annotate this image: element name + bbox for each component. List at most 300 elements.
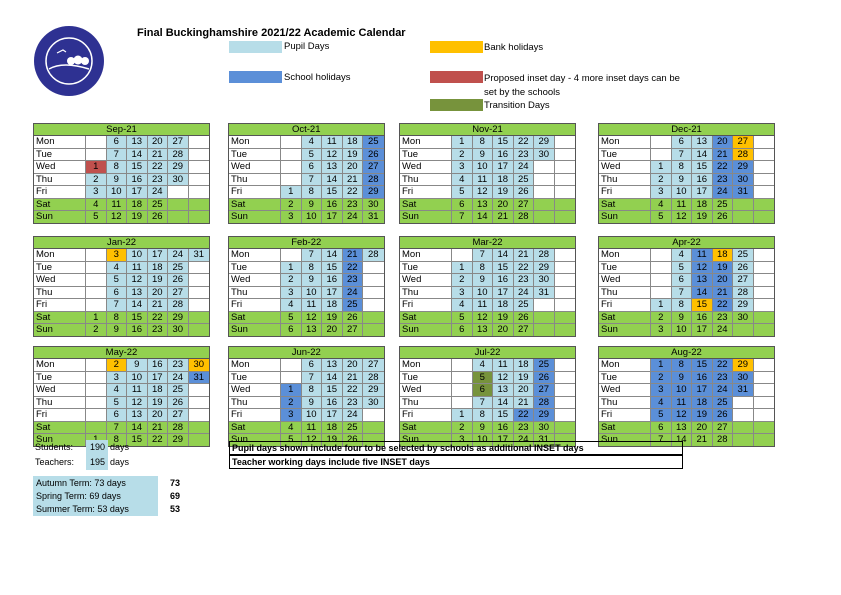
date-cell — [189, 199, 210, 211]
date-cell: 8 — [107, 434, 128, 446]
date-cell — [754, 186, 775, 198]
date-cell: 18 — [343, 136, 364, 148]
date-cell: 21 — [514, 397, 535, 409]
date-cell: 2 — [651, 312, 672, 324]
date-cell: 26 — [713, 409, 734, 421]
weekday-row-sun — [34, 211, 209, 223]
date-cell: 12 — [127, 274, 148, 286]
term-autumn-value: 73 — [170, 478, 181, 488]
weekday-label: Mon — [229, 249, 281, 261]
date-cell: 1 — [651, 359, 672, 371]
weekday-label: Thu — [400, 287, 452, 299]
date-cell: 9 — [127, 359, 148, 371]
date-cell: 20 — [692, 422, 713, 434]
weekday-label: Fri — [229, 186, 281, 198]
date-cell: 28 — [733, 149, 754, 161]
date-cell: 1 — [281, 384, 302, 396]
date-cell: 20 — [713, 274, 734, 286]
weekday-label: Wed — [599, 274, 651, 286]
date-cell: 13 — [672, 422, 693, 434]
date-cell — [281, 359, 302, 371]
weekday-label: Wed — [229, 384, 281, 396]
date-cell: 4 — [672, 249, 693, 261]
date-cell: 1 — [651, 299, 672, 311]
date-cell — [86, 262, 107, 274]
date-cell: 9 — [672, 312, 693, 324]
date-cell: 29 — [534, 262, 555, 274]
date-cell — [555, 422, 576, 434]
date-cell: 15 — [127, 312, 148, 324]
date-cell — [651, 274, 672, 286]
date-cell: 12 — [322, 149, 343, 161]
weekday-row-mon — [599, 359, 774, 372]
weekday-row-mon — [34, 249, 209, 262]
date-cell — [754, 384, 775, 396]
weekday-row-wed — [34, 274, 209, 287]
date-cell: 23 — [148, 174, 169, 186]
date-cell: 25 — [148, 199, 169, 211]
month-title: Feb-22 — [229, 237, 384, 249]
date-cell: 8 — [302, 384, 323, 396]
date-cell — [363, 262, 384, 274]
weekday-label: Mon — [599, 136, 651, 148]
date-cell — [555, 186, 576, 198]
date-cell: 9 — [672, 372, 693, 384]
date-cell: 22 — [148, 161, 169, 173]
date-cell: 8 — [302, 186, 323, 198]
weekday-label: Mon — [34, 359, 86, 371]
date-cell: 14 — [127, 422, 148, 434]
weekday-label: Thu — [229, 397, 281, 409]
weekday-label: Tue — [599, 262, 651, 274]
date-cell: 31 — [534, 434, 555, 446]
date-cell: 3 — [452, 161, 473, 173]
weekday-label: Tue — [599, 372, 651, 384]
date-cell — [189, 174, 210, 186]
date-cell: 30 — [168, 324, 189, 336]
date-cell: 26 — [363, 149, 384, 161]
weekday-label: Sun — [599, 324, 651, 336]
weekday-label: Tue — [229, 149, 281, 161]
date-cell: 8 — [473, 136, 494, 148]
date-cell: 19 — [343, 149, 364, 161]
date-cell: 29 — [168, 434, 189, 446]
date-cell: 13 — [473, 324, 494, 336]
weekday-label: Mon — [599, 359, 651, 371]
date-cell: 5 — [672, 262, 693, 274]
date-cell: 28 — [168, 422, 189, 434]
weekday-row-tue — [34, 372, 209, 385]
weekday-label: Sun — [229, 324, 281, 336]
weekday-row-mon — [400, 249, 575, 262]
date-cell: 11 — [692, 249, 713, 261]
date-cell: 1 — [281, 186, 302, 198]
date-cell — [189, 299, 210, 311]
date-cell — [754, 299, 775, 311]
weekday-label: Sun — [400, 434, 452, 446]
date-cell: 14 — [127, 299, 148, 311]
date-cell: 23 — [343, 397, 364, 409]
date-cell — [189, 149, 210, 161]
weekday-label: Sat — [400, 312, 452, 324]
weekday-label: Sun — [229, 434, 281, 446]
weekday-label: Mon — [34, 136, 86, 148]
weekday-row-sat — [599, 422, 774, 435]
date-cell — [555, 262, 576, 274]
date-cell: 2 — [281, 274, 302, 286]
date-cell — [189, 161, 210, 173]
date-cell: 27 — [363, 359, 384, 371]
date-cell: 13 — [493, 384, 514, 396]
date-cell — [86, 299, 107, 311]
weekday-label: Fri — [599, 299, 651, 311]
date-cell: 24 — [713, 384, 734, 396]
date-cell: 30 — [733, 174, 754, 186]
weekday-row-fri — [599, 409, 774, 422]
date-cell: 2 — [107, 359, 128, 371]
date-cell: 1 — [86, 161, 107, 173]
date-cell: 9 — [302, 199, 323, 211]
weekday-row-mon — [34, 359, 209, 372]
date-cell — [651, 262, 672, 274]
date-cell: 9 — [672, 174, 693, 186]
date-cell: 20 — [514, 384, 535, 396]
date-cell — [189, 409, 210, 421]
weekday-label: Fri — [400, 409, 452, 421]
date-cell: 26 — [168, 397, 189, 409]
date-cell — [86, 287, 107, 299]
date-cell: 22 — [514, 262, 535, 274]
date-cell: 13 — [473, 199, 494, 211]
date-cell — [363, 287, 384, 299]
weekday-row-thu — [599, 174, 774, 187]
legend-transition: Transition Days — [484, 100, 550, 111]
date-cell: 6 — [672, 136, 693, 148]
date-cell: 6 — [107, 287, 128, 299]
date-cell — [281, 161, 302, 173]
date-cell — [86, 136, 107, 148]
date-cell — [555, 312, 576, 324]
weekday-label: Thu — [34, 287, 86, 299]
date-cell: 21 — [493, 211, 514, 223]
legend-inset-line2: set by the schools — [484, 87, 561, 98]
weekday-row-sun — [34, 324, 209, 336]
date-cell: 24 — [514, 161, 535, 173]
weekday-row-sun — [599, 211, 774, 223]
date-cell: 3 — [281, 211, 302, 223]
date-cell: 28 — [363, 372, 384, 384]
date-cell: 10 — [107, 186, 128, 198]
date-cell: 14 — [672, 434, 693, 446]
date-cell — [754, 199, 775, 211]
date-cell: 3 — [281, 409, 302, 421]
date-cell: 19 — [322, 434, 343, 446]
month-title: Apr-22 — [599, 237, 774, 249]
weekday-label: Fri — [400, 299, 452, 311]
date-cell: 10 — [473, 434, 494, 446]
date-cell: 19 — [713, 262, 734, 274]
date-cell: 16 — [127, 174, 148, 186]
date-cell: 31 — [189, 372, 210, 384]
weekday-row-thu — [229, 287, 384, 300]
weekday-row-mon — [599, 136, 774, 149]
weekday-row-mon — [229, 249, 384, 262]
term-autumn-label: Autumn Term: 73 days — [36, 478, 126, 488]
date-cell: 18 — [692, 199, 713, 211]
weekday-label: Fri — [34, 409, 86, 421]
date-cell: 27 — [168, 409, 189, 421]
weekday-row-wed — [229, 161, 384, 174]
weekday-label: Fri — [229, 299, 281, 311]
teachers-value: 195 — [90, 457, 106, 467]
date-cell — [168, 199, 189, 211]
date-cell — [363, 409, 384, 421]
date-cell: 7 — [107, 299, 128, 311]
date-cell: 5 — [281, 312, 302, 324]
date-cell — [754, 312, 775, 324]
date-cell: 19 — [127, 211, 148, 223]
date-cell: 19 — [148, 274, 169, 286]
date-cell: 25 — [534, 359, 555, 371]
date-cell — [754, 211, 775, 223]
date-cell: 29 — [733, 299, 754, 311]
date-cell: 2 — [86, 174, 107, 186]
date-cell: 6 — [452, 324, 473, 336]
date-cell: 3 — [86, 186, 107, 198]
date-cell: 17 — [322, 211, 343, 223]
weekday-label: Sat — [229, 422, 281, 434]
date-cell — [86, 409, 107, 421]
date-cell — [452, 372, 473, 384]
date-cell: 23 — [713, 174, 734, 186]
date-cell: 5 — [651, 211, 672, 223]
weekday-row-sun — [400, 324, 575, 336]
date-cell: 3 — [651, 324, 672, 336]
date-cell — [189, 136, 210, 148]
date-cell: 8 — [107, 312, 128, 324]
date-cell: 30 — [168, 174, 189, 186]
date-cell: 20 — [343, 161, 364, 173]
date-cell: 23 — [343, 199, 364, 211]
date-cell — [555, 161, 576, 173]
date-cell — [754, 372, 775, 384]
date-cell: 20 — [713, 136, 734, 148]
weekday-label: Thu — [599, 397, 651, 409]
date-cell: 31 — [733, 186, 754, 198]
date-cell — [189, 397, 210, 409]
date-cell: 17 — [148, 372, 169, 384]
date-cell: 26 — [168, 274, 189, 286]
date-cell: 27 — [363, 161, 384, 173]
date-cell: 24 — [514, 434, 535, 446]
date-cell: 4 — [281, 299, 302, 311]
date-cell: 12 — [672, 409, 693, 421]
weekday-label: Sun — [400, 324, 452, 336]
date-cell: 4 — [452, 174, 473, 186]
date-cell: 15 — [692, 161, 713, 173]
date-cell — [555, 149, 576, 161]
date-cell: 19 — [514, 372, 535, 384]
date-cell: 10 — [127, 372, 148, 384]
weekday-row-tue — [400, 149, 575, 162]
date-cell — [555, 372, 576, 384]
date-cell: 14 — [493, 249, 514, 261]
date-cell: 21 — [148, 299, 169, 311]
weekday-label: Sat — [34, 312, 86, 324]
date-cell — [281, 372, 302, 384]
date-cell: 6 — [281, 324, 302, 336]
date-cell: 9 — [473, 274, 494, 286]
month-dec-21 — [598, 123, 775, 224]
date-cell — [555, 299, 576, 311]
date-cell: 18 — [148, 262, 169, 274]
date-cell — [651, 136, 672, 148]
weekday-row-wed — [400, 274, 575, 287]
weekday-label: Tue — [229, 262, 281, 274]
date-cell: 25 — [514, 299, 535, 311]
weekday-label: Tue — [229, 372, 281, 384]
date-cell: 3 — [107, 249, 128, 261]
date-cell: 19 — [692, 409, 713, 421]
date-cell: 18 — [713, 249, 734, 261]
weekday-label: Sun — [34, 324, 86, 336]
date-cell: 11 — [473, 174, 494, 186]
month-jan-22 — [33, 236, 210, 337]
weekday-row-mon — [400, 359, 575, 372]
date-cell — [281, 149, 302, 161]
date-cell — [189, 312, 210, 324]
date-cell — [86, 274, 107, 286]
date-cell: 10 — [672, 186, 693, 198]
date-cell: 26 — [713, 211, 734, 223]
date-cell: 13 — [322, 359, 343, 371]
date-cell: 17 — [322, 409, 343, 421]
date-cell: 17 — [127, 186, 148, 198]
date-cell — [754, 287, 775, 299]
weekday-label: Wed — [400, 384, 452, 396]
date-cell: 30 — [363, 397, 384, 409]
weekday-label: Fri — [34, 186, 86, 198]
date-cell: 11 — [302, 422, 323, 434]
date-cell — [733, 199, 754, 211]
weekday-label: Tue — [34, 149, 86, 161]
date-cell — [534, 199, 555, 211]
date-cell: 10 — [302, 409, 323, 421]
weekday-label: Sat — [400, 422, 452, 434]
date-cell — [534, 324, 555, 336]
month-title: Oct-21 — [229, 124, 384, 136]
date-cell: 30 — [534, 274, 555, 286]
date-cell: 29 — [363, 384, 384, 396]
date-cell: 3 — [281, 287, 302, 299]
date-cell: 7 — [672, 287, 693, 299]
date-cell: 2 — [281, 397, 302, 409]
date-cell: 10 — [473, 287, 494, 299]
date-cell — [86, 384, 107, 396]
date-cell: 22 — [343, 262, 364, 274]
date-cell — [754, 274, 775, 286]
date-cell: 22 — [343, 186, 364, 198]
date-cell: 23 — [713, 312, 734, 324]
weekday-label: Tue — [34, 262, 86, 274]
legend-holiday: School holidays — [284, 72, 351, 83]
date-cell: 1 — [281, 262, 302, 274]
date-cell: 15 — [493, 409, 514, 421]
date-cell: 9 — [302, 397, 323, 409]
date-cell: 4 — [452, 299, 473, 311]
weekday-label: Sat — [229, 199, 281, 211]
date-cell: 16 — [127, 324, 148, 336]
legend-swatch-holiday — [229, 71, 282, 83]
weekday-row-fri — [599, 299, 774, 312]
date-cell: 28 — [363, 249, 384, 261]
date-cell — [189, 422, 210, 434]
month-oct-21 — [228, 123, 385, 224]
date-cell: 5 — [651, 409, 672, 421]
date-cell: 24 — [713, 324, 734, 336]
date-cell: 24 — [343, 287, 364, 299]
weekday-row-fri — [34, 299, 209, 312]
date-cell — [534, 312, 555, 324]
date-cell: 14 — [322, 174, 343, 186]
date-cell: 22 — [343, 384, 364, 396]
date-cell: 3 — [651, 384, 672, 396]
date-cell — [452, 384, 473, 396]
weekday-row-thu — [229, 174, 384, 187]
date-cell: 19 — [148, 397, 169, 409]
date-cell: 14 — [692, 149, 713, 161]
date-cell: 29 — [363, 186, 384, 198]
legend-swatch-inset — [430, 71, 483, 83]
date-cell: 2 — [651, 174, 672, 186]
date-cell: 11 — [127, 262, 148, 274]
date-cell: 4 — [302, 136, 323, 148]
weekday-row-tue — [599, 262, 774, 275]
date-cell: 4 — [86, 199, 107, 211]
date-cell: 12 — [302, 312, 323, 324]
date-cell — [189, 287, 210, 299]
date-cell — [555, 359, 576, 371]
date-cell: 26 — [733, 262, 754, 274]
date-cell: 9 — [302, 274, 323, 286]
date-cell: 6 — [302, 359, 323, 371]
date-cell: 15 — [692, 359, 713, 371]
date-cell — [363, 422, 384, 434]
date-cell — [452, 249, 473, 261]
weekday-label: Thu — [400, 174, 452, 186]
date-cell: 10 — [672, 324, 693, 336]
legend-inset-line1: Proposed inset day - 4 more inset days can be — [484, 73, 680, 84]
date-cell — [534, 174, 555, 186]
date-cell: 13 — [127, 136, 148, 148]
weekday-row-thu — [229, 397, 384, 410]
date-cell: 17 — [692, 186, 713, 198]
date-cell: 16 — [322, 274, 343, 286]
date-cell: 4 — [281, 422, 302, 434]
weekday-row-thu — [34, 397, 209, 410]
month-jun-22 — [228, 346, 385, 447]
date-cell: 20 — [148, 136, 169, 148]
weekday-label: Mon — [229, 136, 281, 148]
date-cell: 23 — [168, 359, 189, 371]
weekday-label: Mon — [400, 136, 452, 148]
date-cell: 26 — [343, 312, 364, 324]
date-cell: 17 — [493, 287, 514, 299]
weekday-label: Wed — [400, 274, 452, 286]
date-cell: 18 — [322, 422, 343, 434]
weekday-row-thu — [400, 174, 575, 187]
date-cell: 16 — [493, 422, 514, 434]
